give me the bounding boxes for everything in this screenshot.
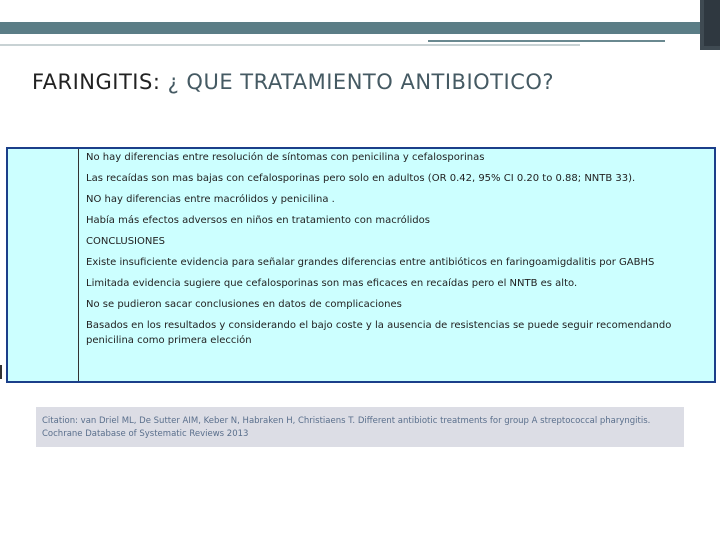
corner-block-inner [704, 0, 720, 46]
decorative-line [428, 40, 665, 42]
conclusion-item: Basados en los resultados y considerando el bajo coste y la ausencia de resistencias se puede seguir recomendando penicilina como primera elección [86, 320, 672, 346]
title-question: ¿ QUE TRATAMIENTO ANTIBIOTICO? [167, 70, 555, 94]
citation-text: Citation: van Driel ML, De Sutter AIM, Keber N, Habraken H, Christiaens T. Different antibiotic treatments for group A streptococcal pharyngitis. Cochrane Database of Systematic Reviews 2013 [42, 416, 651, 439]
conclusions-heading: CONCLUSIONES [86, 236, 166, 247]
finding-item: Había más efectos adversos en niños en tratamiento con macrólidos [86, 215, 430, 226]
header-band [0, 22, 700, 34]
slide-title [32, 70, 554, 94]
finding-item: NO hay diferencias entre macrólidos y penicilina . [86, 194, 335, 205]
findings-list [86, 150, 686, 348]
conclusion-item: Limitada evidencia sugiere que cefalosporinas son mas eficaces en recaídas pero el NNTB es alto. [86, 278, 578, 289]
title-prefix: FARINGITIS: [32, 70, 161, 94]
header-strip [0, 0, 700, 22]
conclusion-item: No se pudieron sacar conclusiones en datos de complicaciones [86, 299, 402, 310]
table-column-divider [78, 149, 79, 381]
conclusion-item: Existe insuficiente evidencia para señalar grandes diferencias entre antibióticos en faringoamigdalitis por GABHS [86, 257, 655, 268]
decorative-line [0, 44, 580, 46]
side-marker [0, 365, 2, 379]
finding-item: No hay diferencias entre resolución de síntomas con penicilina y cefalosporinas [86, 152, 485, 163]
finding-item: Las recaídas son mas bajas con cefalosporinas pero solo en adultos (OR 0.42, 95% CI 0.20 to 0.88; NNTB 33). [86, 173, 636, 184]
citation-box [36, 407, 684, 447]
